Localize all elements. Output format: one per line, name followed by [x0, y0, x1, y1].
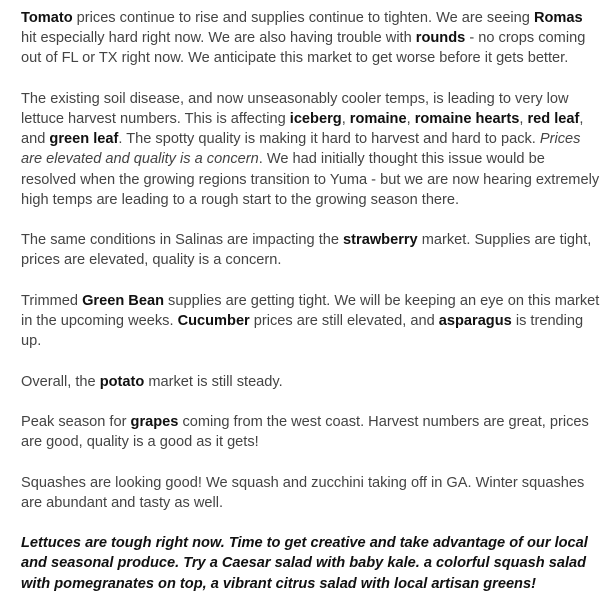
paragraph-potato: Overall, the potato market is still steady. [21, 373, 283, 390]
highlight-iceberg: iceberg [289, 111, 342, 127]
highlight-romaine: romaine [349, 111, 407, 127]
paragraph-squash: Squashes are looking good! We squash and zucchini taking off in GA. Winter squashes are abundant and tasty as well. [21, 474, 585, 511]
highlight-romas: Romas [533, 10, 583, 26]
highlight-green-leaf: green leaf [49, 131, 119, 148]
highlight-green-bean: Green Bean [82, 292, 164, 309]
paragraph-tomato: Tomato prices continue to rise and supplies continue to tighten. We are seeing Romas hit especially hard right now. We are also having trouble with rounds - no crops coming out of FL or TX right now. We anticipate this market to get worse before it gets better. [21, 10, 586, 67]
paragraph-lettuce: The existing soil disease, and now unseasonably cooler temps, is leading to very low lettuce harvest numbers. This is affecting iceberg, romaine, romaine hearts, red leaf, and green leaf. The spotty quality is making it hard to harvest and hard to pack. Prices are elevated and quality is a concern. We had initially thought this issue would be resolved when the growing regions transition to Yuma - but we are now hearing extremely high temps are leading to a rough start to the growing season there. [21, 90, 600, 208]
highlight-potato: potato [99, 373, 145, 390]
highlight-red-leaf: red leaf [527, 111, 580, 127]
highlight-asparagus: asparagus [438, 313, 512, 329]
highlight-tomato: Tomato [21, 10, 73, 26]
paragraph-closing: Lettuces are tough right now. Time to get creative and take advantage of our local and seasonal produce. Try a Caesar salad with baby kale. a colorful squash salad with pomegranates on top, a vibrant citrus salad with local artisan greens! [21, 535, 588, 592]
highlight-cucumber: Cucumber [177, 313, 250, 329]
highlight-grapes: grapes [130, 413, 179, 430]
italic-prices-concern: Prices are elevated and quality is a concern [21, 131, 581, 168]
highlight-romaine-hearts: romaine hearts [414, 111, 520, 127]
highlight-strawberry: strawberry [343, 232, 418, 249]
paragraph-strawberry: The same conditions in Salinas are impacting the strawberry market. Supplies are tight, prices are elevated, quality is a concern. [21, 232, 592, 269]
paragraph-green-bean: Trimmed Green Bean supplies are getting tight. We will be keeping an eye on this market in the upcoming weeks. Cucumber prices are still elevated, and asparagus is trending up. [21, 292, 600, 350]
paragraph-grapes: Peak season for grapes coming from the west coast. Harvest numbers are great, prices are good, quality is a good as it gets! [21, 413, 589, 451]
highlight-rounds: rounds [415, 30, 466, 47]
